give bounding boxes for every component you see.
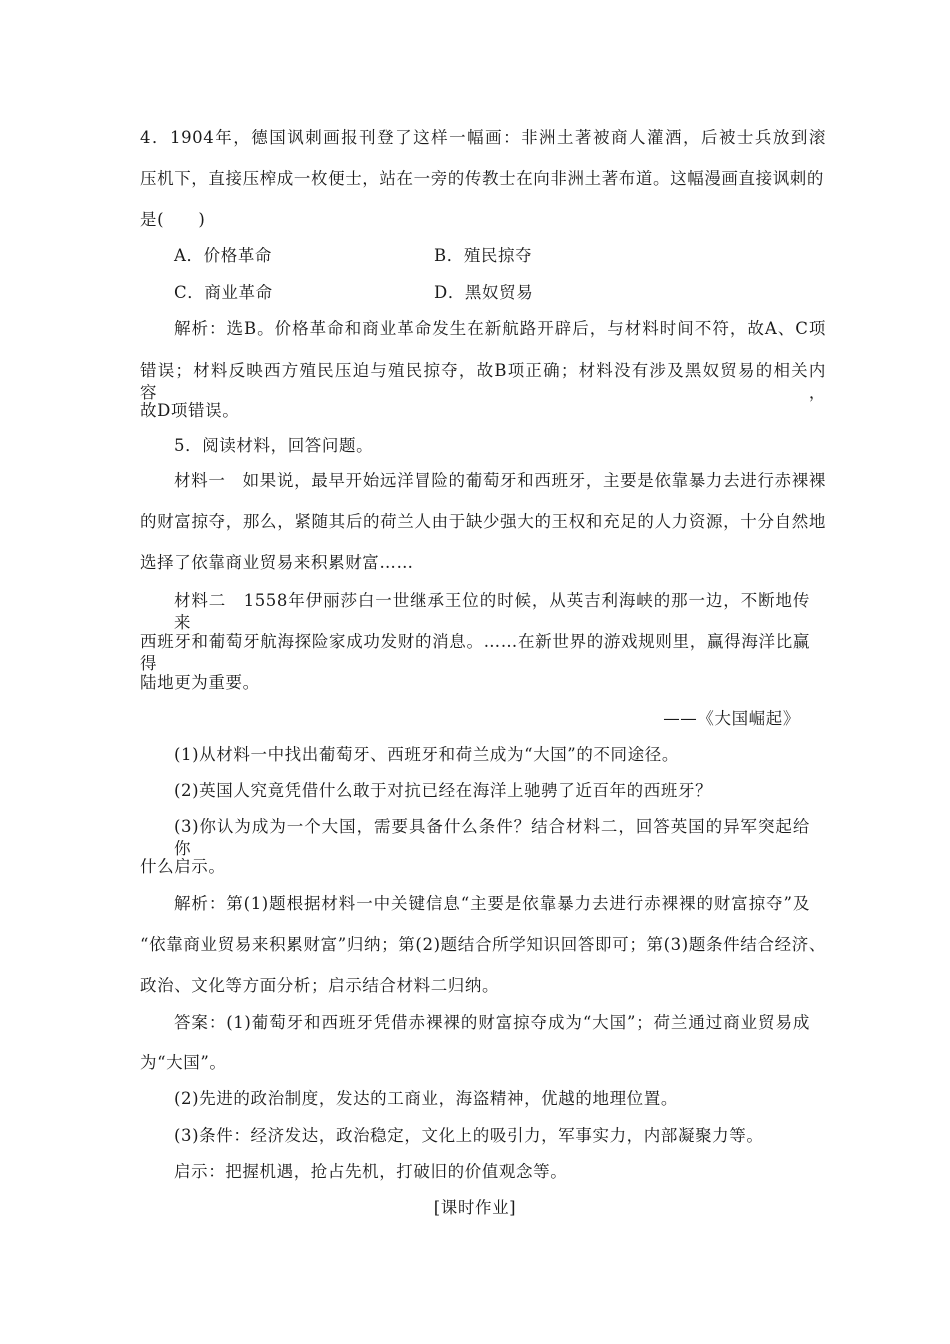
q5-source-citation: ——《大国崛起》	[663, 709, 800, 728]
q4-stem-line-3: 是( )	[140, 210, 206, 229]
q5-material-2-line-2: 西班牙和葡萄牙航海探险家成功发财的消息。……在新世界的游戏规则里，赢得海洋比赢得	[140, 632, 810, 673]
q4-explanation-line-3: 故D项错误。	[140, 401, 240, 420]
q4-explanation-line-1: 解析：选B。价格革命和商业革命发生在新航路开辟后，与材料时间不符，故A、C项	[174, 319, 826, 338]
q5-material-1-line-2: 的财富掠夺，那么，紧随其后的荷兰人由于缺少强大的王权和充足的人力资源，十分自然地	[140, 512, 826, 531]
q5-material-2-line-1: 材料二 1558年伊丽莎白一世继承王位的时候，从英吉利海峡的那一边，不断地传来	[174, 591, 810, 632]
q5-answer-4: 启示：把握机遇，抢占先机，打破旧的价值观念等。	[174, 1162, 568, 1181]
q5-explanation-line-1: 解析：第(1)题根据材料一中关键信息“主要是依靠暴力去进行赤裸裸的财富掠夺”及	[174, 894, 810, 913]
q4-option-d: D．黑奴贸易	[434, 283, 534, 302]
q4-explanation-line-2: 错误；材料反映西方殖民压迫与殖民掠夺，故B项正确；材料没有涉及黑奴贸易的相关内容，	[140, 361, 826, 402]
q5-material-2-line-3: 陆地更为重要。	[140, 673, 260, 692]
q5-answer-2: (2)先进的政治制度，发达的工商业，海盗精神，优越的地理位置。	[174, 1089, 678, 1108]
q5-answer-3: (3)条件：经济发达，政治稳定，文化上的吸引力，军事实力，内部凝聚力等。	[174, 1126, 764, 1145]
q4-stem-line-1: 4．1904年，德国讽刺画报刊登了这样一幅画：非洲土著被商人灌酒，后被士兵放到滚	[140, 128, 826, 147]
q5-question-2: (2)英国人究竟凭借什么敢于对抗已经在海洋上驰骋了近百年的西班牙？	[174, 781, 713, 800]
q5-answer-line-1: 答案：(1)葡萄牙和西班牙凭借赤裸裸的财富掠夺成为“大国”；荷兰通过商业贸易成	[174, 1013, 810, 1032]
q4-stem-line-2: 压机下，直接压榨成一枚便士，站在一旁的传教士在向非洲土著布道。这幅漫画直接讽刺的	[140, 169, 824, 188]
q4-option-c: C．商业革命	[174, 283, 273, 302]
q4-option-b: B．殖民掠夺	[434, 246, 533, 265]
q4-option-a: A．价格革命	[174, 246, 273, 265]
q5-answer-line-2: 为“大国”。	[140, 1053, 227, 1072]
q5-question-3-line-2: 什么启示。	[140, 857, 226, 876]
q5-explanation-line-2: “依靠商业贸易来积累财富”归纳；第(2)题结合所学知识回答即可；第(3)题条件结合经济、	[140, 935, 826, 954]
q5-stem: 5．阅读材料，回答问题。	[174, 436, 374, 455]
q5-material-1-line-1: 材料一 如果说，最早开始远洋冒险的葡萄牙和西班牙，主要是依靠暴力去进行赤裸裸	[174, 471, 826, 490]
q5-explanation-line-3: 政治、文化等方面分析；启示结合材料二归纳。	[140, 976, 500, 995]
q5-material-1-line-3: 选择了依靠商业贸易来积累财富……	[140, 553, 414, 572]
section-title: [课时作业]	[433, 1198, 517, 1217]
q5-question-3-line-1: (3)你认为成为一个大国，需要具备什么条件？结合材料二，回答英国的异军突起给你	[174, 817, 810, 858]
q5-question-1: (1)从材料一中找出葡萄牙、西班牙和荷兰成为“大国”的不同途径。	[174, 745, 679, 764]
